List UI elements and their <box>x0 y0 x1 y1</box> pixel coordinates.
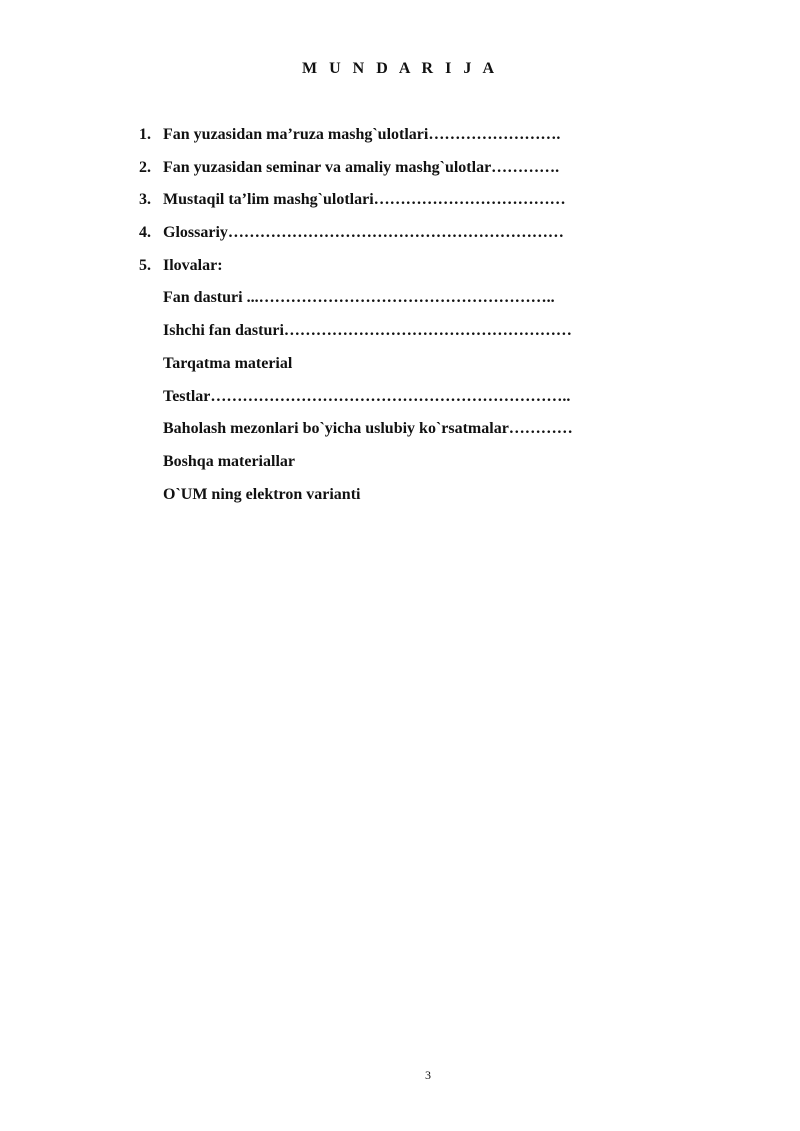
toc-item-number: 4. <box>139 224 151 242</box>
page-number: 3 <box>425 1068 431 1082</box>
page-title: M U N D A R I J A <box>301 60 498 77</box>
toc-item-2 <box>139 152 699 185</box>
toc-item-number: 3. <box>139 191 151 209</box>
table-of-contents <box>139 119 699 511</box>
toc-item-1 <box>139 119 699 152</box>
toc-subitem-testlar: Testlar………………………………………………………….. <box>163 387 571 405</box>
toc-item-text: Fan yuzasidan seminar va amaliy mashg`ulotlar…………. <box>163 158 560 176</box>
toc-item-3 <box>139 184 699 217</box>
toc-subitem-ishchi-fan-dasturi: Ishchi fan dasturi……………………………………………… <box>163 322 572 340</box>
toc-subitem-boshqa-materiallar: Boshqa materiallar <box>163 452 295 470</box>
toc-item-5 <box>139 250 699 283</box>
toc-item-text: Glossariy……………………………………………………… <box>163 224 564 242</box>
toc-subitem-tarqatma-material: Tarqatma material <box>163 354 293 372</box>
toc-subitem-elektron-variant: O`UM ning elektron varianti <box>163 485 361 503</box>
toc-item-number: 1. <box>139 126 151 143</box>
toc-item-4 <box>139 217 699 250</box>
toc-item-number: 5. <box>139 256 151 274</box>
toc-item-text: Ilovalar: <box>163 256 223 274</box>
toc-item-text: Fan yuzasidan ma’ruza mashg`ulotlari……………………. <box>163 126 561 143</box>
toc-item-number: 2. <box>139 158 151 176</box>
toc-subitem-fan-dasturi: Fan dasturi ...……………………………………………….. <box>163 289 555 307</box>
toc-subitem-baholash-mezonlari: Baholash mezonlari bo`yicha uslubiy ko`rsatmalar………… <box>163 420 573 438</box>
toc-item-text: Mustaqil ta’lim mashg`ulotlari……………………………… <box>163 191 566 209</box>
